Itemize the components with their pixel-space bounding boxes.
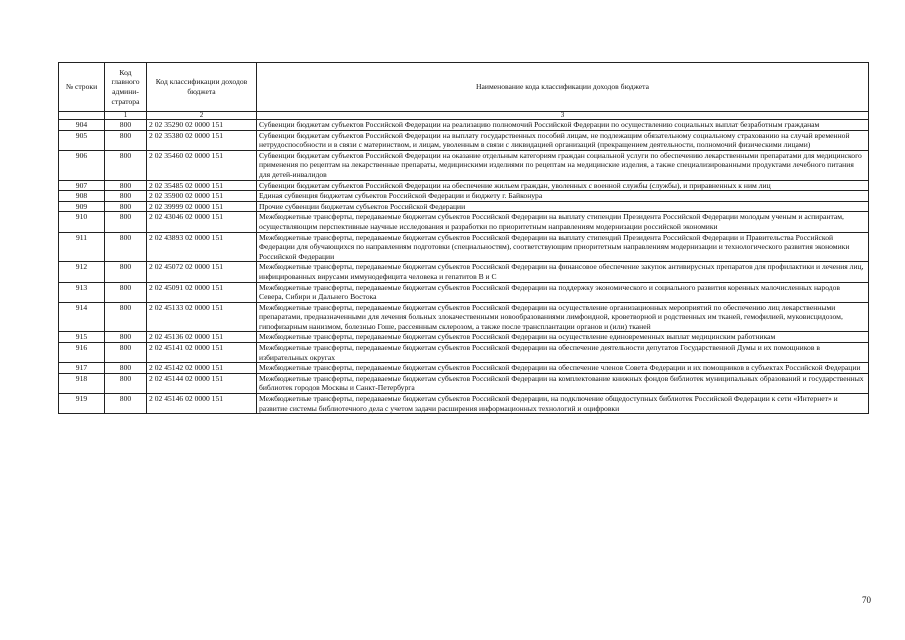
admin-code-cell: 800 xyxy=(105,282,147,302)
column-number: 1 xyxy=(105,112,147,120)
row-number-cell: 905 xyxy=(59,130,105,150)
classification-code-cell: 2 02 45133 02 0000 151 xyxy=(147,302,257,332)
row-number-cell: 912 xyxy=(59,262,105,282)
table-row xyxy=(59,373,869,393)
code-name-cell: Субвенции бюджетам субъектов Российской Федерации на обеспечение жильем граждан, уволенных с военной службы (службы), и приравненных к ним лиц xyxy=(257,180,869,191)
admin-code-cell: 800 xyxy=(105,150,147,180)
table-row xyxy=(59,191,869,202)
code-name-cell: Межбюджетные трансферты, передаваемые бюджетам субъектов Российской Федерации на осуществление организационных мероприятий по обеспечению лиц лекарственными препаратами, предназначенными для лечения больных злокачественными новообразованиями лимфоидной, кроветворной и родственных им тканей, гемофилией, муковисцидозом, гипофизарным нанизмом, болезнью Гоше, рассеянным склерозом, а также после трансплантации органов и (или) тканей xyxy=(257,302,869,332)
code-name-cell: Субвенции бюджетам субъектов Российской Федерации на выплату государственных пособий лицам, не подлежащим обязательному социальному страхованию на случай временной нетрудоспособности и в связи с материнством, и лицам, уволенным в связи с ликвидацией организаций (прекращением деятельности, полномочий физическими лицами) xyxy=(257,130,869,150)
row-number-cell: 919 xyxy=(59,394,105,414)
admin-code-cell: 800 xyxy=(105,262,147,282)
table-row xyxy=(59,212,869,232)
header-admin-code: Код главного админи-стратора xyxy=(105,63,147,112)
row-number-cell: 904 xyxy=(59,120,105,131)
table-body xyxy=(59,120,869,414)
code-name-cell: Межбюджетные трансферты, передаваемые бюджетам субъектов Российской Федерации на обеспечение деятельности депутатов Государственной Думы и их помощников в избирательных округах xyxy=(257,343,869,363)
admin-code-cell: 800 xyxy=(105,394,147,414)
classification-code-cell: 2 02 43893 02 0000 151 xyxy=(147,232,257,262)
classification-code-cell: 2 02 45141 02 0000 151 xyxy=(147,343,257,363)
column-number: 2 xyxy=(147,112,257,120)
row-number-cell: 914 xyxy=(59,302,105,332)
admin-code-cell: 800 xyxy=(105,302,147,332)
table-row xyxy=(59,394,869,414)
table-row xyxy=(59,282,869,302)
admin-code-cell: 800 xyxy=(105,212,147,232)
row-number-cell: 909 xyxy=(59,201,105,212)
table-row xyxy=(59,150,869,180)
row-number-cell: 906 xyxy=(59,150,105,180)
row-number-cell: 910 xyxy=(59,212,105,232)
classification-code-cell: 2 02 35485 02 0000 151 xyxy=(147,180,257,191)
code-name-cell: Субвенции бюджетам субъектов Российской Федерации на оказание отдельным категориям граждан социальной услуги по обеспечению лекарственными препаратами для медицинского применения по рецептам на лекарственные препараты, медицинскими изделиями по рецептам на медицинские изделия, а также специализированными продуктами лечебного питания для детей-инвалидов xyxy=(257,150,869,180)
table-row xyxy=(59,201,869,212)
table-row xyxy=(59,332,869,343)
admin-code-cell: 800 xyxy=(105,120,147,131)
code-name-cell: Межбюджетные трансферты, передаваемые бюджетам субъектов Российской Федерации, на подключение общедоступных библиотек Российской Федерации к сети «Интернет» и развитие системы библиотечного дела с учетом задачи расширения информационных технологий и оцифровки xyxy=(257,394,869,414)
classification-code-cell: 2 02 45091 02 0000 151 xyxy=(147,282,257,302)
admin-code-cell: 800 xyxy=(105,191,147,202)
classification-code-cell: 2 02 45144 02 0000 151 xyxy=(147,373,257,393)
admin-code-cell: 800 xyxy=(105,130,147,150)
table-row xyxy=(59,232,869,262)
table-header xyxy=(59,63,869,120)
code-name-cell: Субвенции бюджетам субъектов Российской Федерации на реализацию полномочий Российской Федерации по осуществлению социальных выплат безработным гражданам xyxy=(257,120,869,131)
classification-code-cell: 2 02 35290 02 0000 151 xyxy=(147,120,257,131)
column-number xyxy=(59,112,105,120)
admin-code-cell: 800 xyxy=(105,232,147,262)
revenue-classification-table xyxy=(58,62,869,414)
classification-code-cell: 2 02 45136 02 0000 151 xyxy=(147,332,257,343)
admin-code-cell: 800 xyxy=(105,180,147,191)
admin-code-cell: 800 xyxy=(105,373,147,393)
classification-code-cell: 2 02 39999 02 0000 151 xyxy=(147,201,257,212)
row-number-cell: 916 xyxy=(59,343,105,363)
row-number-cell: 918 xyxy=(59,373,105,393)
table-row xyxy=(59,363,869,374)
header-row-number: № строки xyxy=(59,63,105,112)
classification-code-cell: 2 02 45142 02 0000 151 xyxy=(147,363,257,374)
classification-code-cell: 2 02 45072 02 0000 151 xyxy=(147,262,257,282)
row-number-cell: 908 xyxy=(59,191,105,202)
admin-code-cell: 800 xyxy=(105,343,147,363)
classification-code-cell: 2 02 35380 02 0000 151 xyxy=(147,130,257,150)
column-number: 3 xyxy=(257,112,869,120)
code-name-cell: Межбюджетные трансферты, передаваемые бюджетам субъектов Российской Федерации на обеспечение членов Совета Федерации и их помощников в субъектах Российской Федерации xyxy=(257,363,869,374)
page-number: 70 xyxy=(862,595,871,605)
table-row xyxy=(59,130,869,150)
table-row xyxy=(59,343,869,363)
code-name-cell: Межбюджетные трансферты, передаваемые бюджетам субъектов Российской Федерации на финансовое обеспечение закупок антивирусных препаратов для профилактики и лечения лиц, инфицированных вирусами иммунодефицита человека и гепатитов В и С xyxy=(257,262,869,282)
row-number-cell: 913 xyxy=(59,282,105,302)
row-number-cell: 911 xyxy=(59,232,105,262)
code-name-cell: Межбюджетные трансферты, передаваемые бюджетам субъектов Российской Федерации на выплату стипендий Президента Российской Федерации и Правительства Российской Федерации для обучающихся по направлениям подготовки (специальностям), соответствующим приоритетным направлениям модернизации и технологического развития экономики Российской Федерации xyxy=(257,232,869,262)
row-number-cell: 907 xyxy=(59,180,105,191)
code-name-cell: Межбюджетные трансферты, передаваемые бюджетам субъектов Российской Федерации на поддержку экономического и социального развития коренных малочисленных народов Севера, Сибири и Дальнего Востока xyxy=(257,282,869,302)
admin-code-cell: 800 xyxy=(105,363,147,374)
row-number-cell: 917 xyxy=(59,363,105,374)
code-name-cell: Единая субвенция бюджетам субъектов Российской Федерации и бюджету г. Байконура xyxy=(257,191,869,202)
admin-code-cell: 800 xyxy=(105,201,147,212)
code-name-cell: Прочие субвенции бюджетам субъектов Российской Федерации xyxy=(257,201,869,212)
row-number-cell: 915 xyxy=(59,332,105,343)
code-name-cell: Межбюджетные трансферты, передаваемые бюджетам субъектов Российской Федерации на комплектование книжных фондов библиотек муниципальных образований и государственных библиотек городов Москвы и Санкт-Петербурга xyxy=(257,373,869,393)
table-row xyxy=(59,180,869,191)
code-name-cell: Межбюджетные трансферты, передаваемые бюджетам субъектов Российской Федерации на выплату стипендии Президента Российской Федерации молодым ученым и аспирантам, осуществляющим перспективные научные исследования и разработки по приоритетным направлениям модернизации российской экономики xyxy=(257,212,869,232)
header-code-name: Наименование кода классификации доходов бюджета xyxy=(257,63,869,112)
classification-code-cell: 2 02 35460 02 0000 151 xyxy=(147,150,257,180)
code-name-cell: Межбюджетные трансферты, передаваемые бюджетам субъектов Российской Федерации на осуществление единовременных выплат медицинским работникам xyxy=(257,332,869,343)
classification-code-cell: 2 02 43046 02 0000 151 xyxy=(147,212,257,232)
table-row xyxy=(59,262,869,282)
table-row xyxy=(59,120,869,131)
header-classification-code: Код классификации доходов бюджета xyxy=(147,63,257,112)
classification-code-cell: 2 02 35900 02 0000 151 xyxy=(147,191,257,202)
table-row xyxy=(59,302,869,332)
admin-code-cell: 800 xyxy=(105,332,147,343)
classification-code-cell: 2 02 45146 02 0000 151 xyxy=(147,394,257,414)
